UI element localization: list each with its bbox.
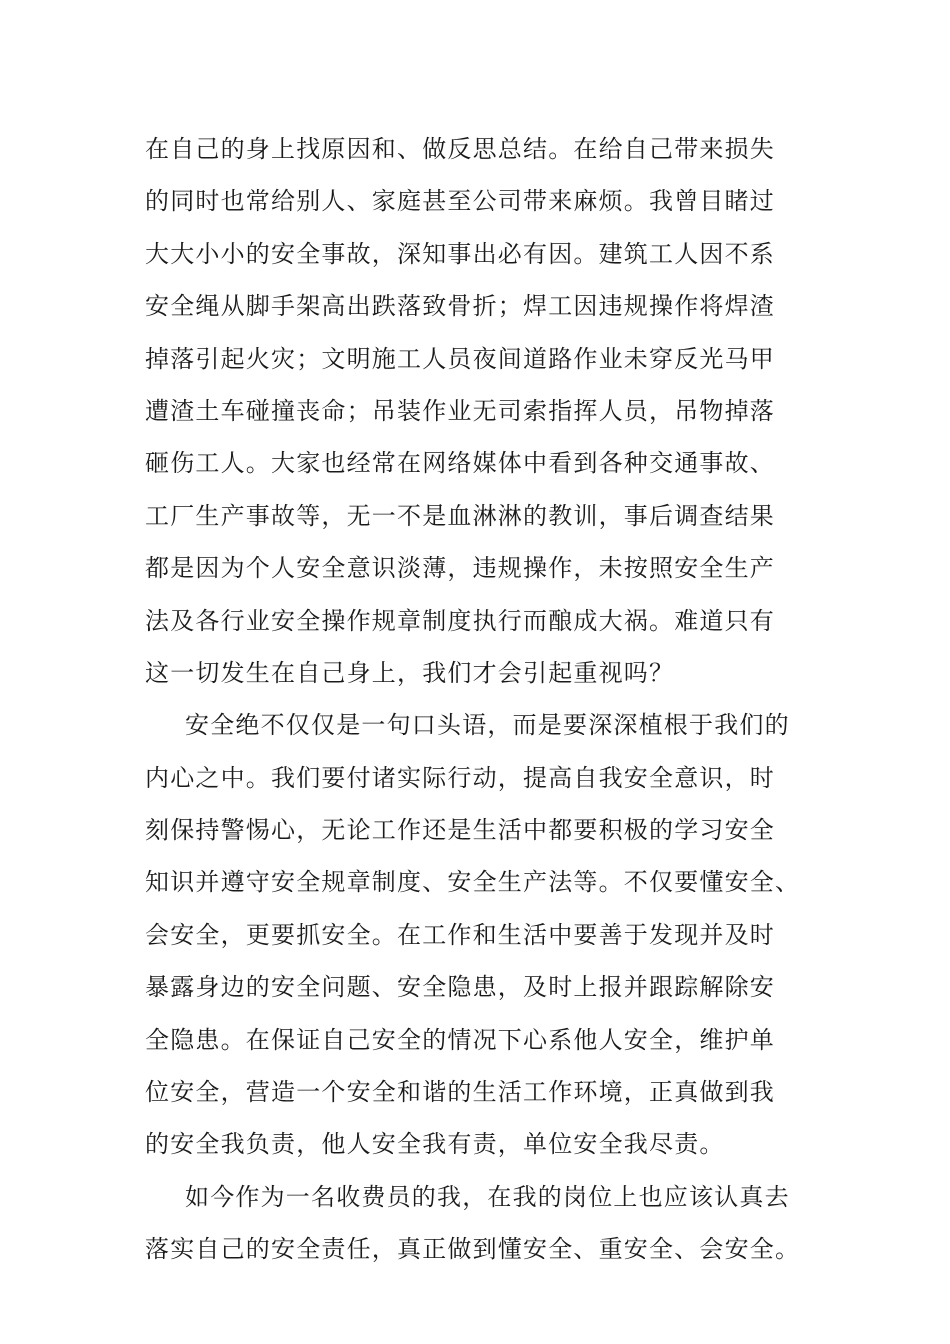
text-line: 内心之中。我们要付诸实际行动，提高自我安全意识，时: [145, 763, 775, 792]
text-line: 暴露身边的安全问题、安全隐患，及时上报并跟踪解除安: [145, 973, 775, 1002]
paragraph-3: [145, 1171, 815, 1276]
text-line: 法及各行业安全操作规章制度执行而酿成大祸。难道只有: [145, 606, 775, 635]
text-line: 都是因为个人安全意识淡薄，违规操作，未按照安全生产: [145, 554, 775, 583]
text-line: 落实自己的安全责任，真正做到懂安全、重安全、会安全。: [145, 1235, 801, 1264]
paragraph-2: [145, 699, 815, 1171]
text-line: 知识并遵守安全规章制度、安全生产法等。不仅要懂安全、: [145, 868, 801, 897]
text-line: 刻保持警惕心，无论工作还是生活中都要积极的学习安全: [145, 816, 775, 845]
text-line: 如今作为一名收费员的我，在我的岗位上也应该认真去: [185, 1182, 790, 1211]
text-line: 大大小小的安全事故，深知事出必有因。建筑工人因不系: [145, 239, 775, 268]
text-line: 掉落引起火灾；文明施工人员夜间道路作业未穿反光马甲: [145, 344, 775, 373]
text-line: 在自己的身上找原因和、做反思总结。在给自己带来损失: [145, 135, 775, 163]
text-line: 的同时也常给别人、家庭甚至公司带来麻烦。我曾目睹过: [145, 187, 775, 216]
text-line: 全隐患。在保证自己安全的情况下心系他人安全，维护单: [145, 1025, 775, 1054]
text-line: 这一切发生在自己身上，我们才会引起重视吗？: [145, 658, 675, 687]
text-line: 工厂生产事故等，无一不是血淋淋的教训，事后调查结果: [145, 501, 775, 530]
text-line: 砸伤工人。大家也经常在网络媒体中看到各种交通事故、: [145, 449, 775, 478]
text-line: 的安全我负责，他人安全我有责，单位安全我尽责。: [145, 1130, 725, 1159]
document-body: [145, 123, 815, 1276]
text-line: 遭渣土车碰撞丧命；吊装作业无司索指挥人员，吊物掉落: [145, 396, 775, 425]
text-line: 位安全，营造一个安全和谐的生活工作环境，正真做到我: [145, 1078, 775, 1107]
text-line: 会安全，更要抓安全。在工作和生活中要善于发现并及时: [145, 920, 775, 949]
paragraph-1: [145, 123, 815, 699]
text-line: 安全绳从脚手架高出跌落致骨折；焊工因违规操作将焊渣: [145, 292, 775, 321]
text-line: 安全绝不仅仅是一句口头语，而是要深深植根于我们的: [185, 711, 790, 740]
